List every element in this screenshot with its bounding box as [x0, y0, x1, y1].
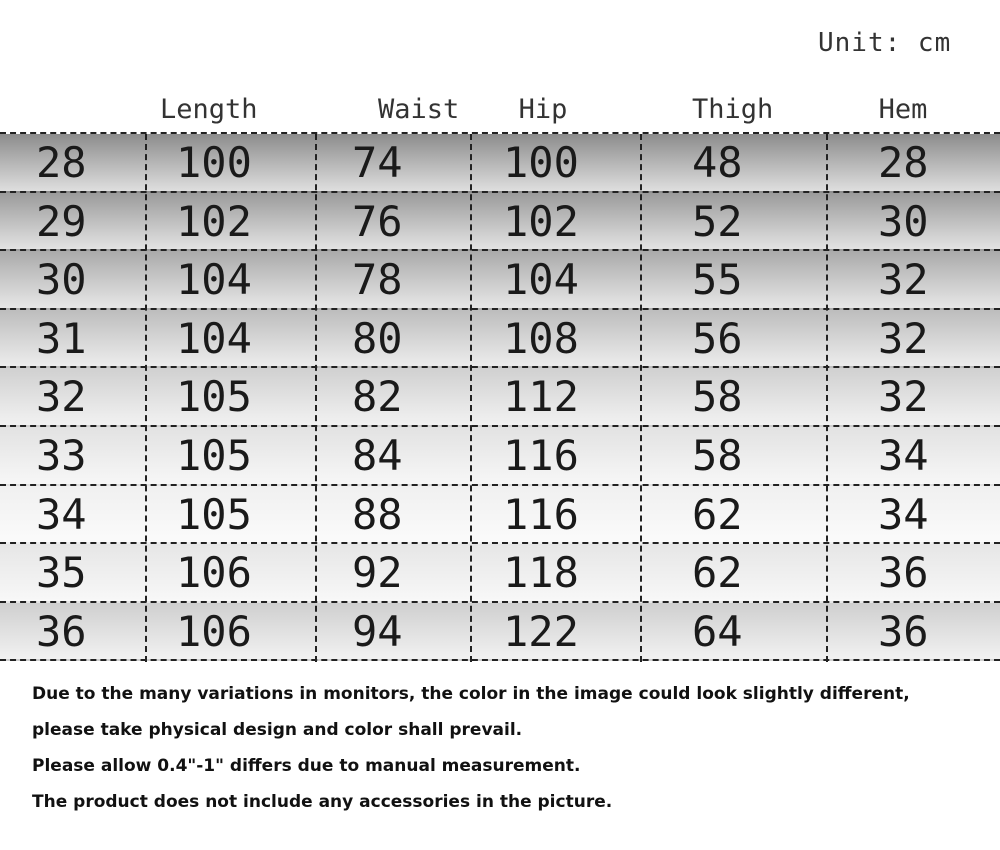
table-row	[0, 427, 1000, 486]
table-row	[0, 310, 1000, 369]
cell-thigh: 56	[692, 313, 743, 363]
table-row	[0, 193, 1000, 252]
cell-hem: 34	[878, 430, 929, 480]
cell-size: 36	[36, 606, 87, 656]
cell-thigh: 64	[692, 606, 743, 656]
table-row	[0, 486, 1000, 545]
cell-hem: 32	[878, 313, 929, 363]
table-header	[0, 90, 1000, 130]
size-table	[0, 132, 1000, 662]
header-thigh: Thigh	[692, 94, 774, 125]
cell-size: 31	[36, 313, 87, 363]
column-divider	[145, 134, 147, 662]
cell-waist: 74	[352, 138, 403, 187]
cell-hem: 36	[878, 548, 929, 598]
cell-waist: 78	[352, 255, 403, 305]
table-row	[0, 368, 1000, 427]
cell-hip: 102	[503, 196, 579, 246]
cell-hip: 116	[503, 489, 579, 539]
note-line: Please allow 0.4"-1" differs due to manual measurement.	[32, 756, 581, 776]
cell-waist: 88	[352, 489, 403, 539]
cell-hem: 32	[878, 372, 929, 422]
cell-length: 105	[176, 430, 252, 480]
note-line: Due to the many variations in monitors, the color in the image could look slightly different,	[32, 684, 910, 704]
cell-waist: 94	[352, 606, 403, 656]
table-row	[0, 251, 1000, 310]
cell-hip: 118	[503, 548, 579, 598]
cell-size: 29	[36, 196, 87, 246]
cell-length: 102	[176, 196, 252, 246]
cell-thigh: 52	[692, 196, 743, 246]
cell-length: 106	[176, 606, 252, 656]
cell-hip: 108	[503, 313, 579, 363]
header-hip: Hip	[518, 94, 568, 125]
note-line: The product does not include any accessories in the picture.	[32, 792, 613, 812]
table-row	[0, 544, 1000, 603]
cell-size: 32	[36, 372, 87, 422]
header-length: Length	[160, 94, 258, 125]
cell-hem: 34	[878, 489, 929, 539]
cell-waist: 82	[352, 372, 403, 422]
cell-length: 104	[176, 255, 252, 305]
header-waist: Waist	[378, 94, 460, 125]
cell-hem: 36	[878, 606, 929, 656]
cell-hem: 32	[878, 255, 929, 305]
cell-size: 30	[36, 255, 87, 305]
cell-length: 106	[176, 548, 252, 598]
cell-length: 104	[176, 313, 252, 363]
cell-size: 34	[36, 489, 87, 539]
cell-thigh: 55	[692, 255, 743, 305]
cell-waist: 76	[352, 196, 403, 246]
cell-length: 105	[176, 489, 252, 539]
column-divider	[826, 134, 828, 662]
cell-hip: 104	[503, 255, 579, 305]
cell-waist: 92	[352, 548, 403, 598]
notes	[32, 676, 910, 820]
column-divider	[315, 134, 317, 662]
cell-length: 105	[176, 372, 252, 422]
cell-waist: 84	[352, 430, 403, 480]
cell-hem: 30	[878, 196, 929, 246]
cell-hip: 112	[503, 372, 579, 422]
cell-hip: 100	[503, 138, 579, 187]
note-line: please take physical design and color shall prevail.	[32, 720, 523, 740]
cell-thigh: 62	[692, 548, 743, 598]
table-row	[0, 134, 1000, 193]
column-divider	[470, 134, 472, 662]
unit-label: Unit: cm	[818, 28, 952, 58]
cell-hip: 116	[503, 430, 579, 480]
header-hem: Hem	[878, 94, 928, 125]
cell-size: 28	[36, 138, 87, 187]
cell-thigh: 58	[692, 430, 743, 480]
cell-hem: 28	[878, 138, 929, 187]
cell-waist: 80	[352, 313, 403, 363]
cell-size: 35	[36, 548, 87, 598]
cell-length: 100	[176, 138, 252, 187]
column-divider	[640, 134, 642, 662]
cell-thigh: 58	[692, 372, 743, 422]
cell-thigh: 48	[692, 138, 743, 187]
table-row	[0, 603, 1000, 662]
cell-size: 33	[36, 430, 87, 480]
cell-thigh: 62	[692, 489, 743, 539]
cell-hip: 122	[503, 606, 579, 656]
